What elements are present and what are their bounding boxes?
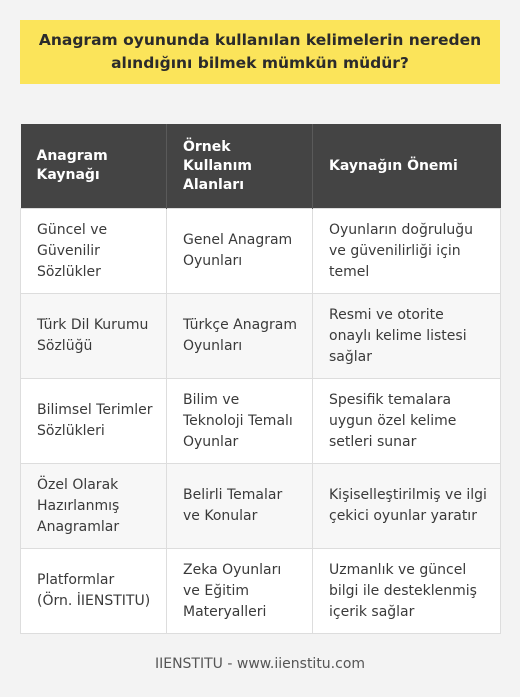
cell-importance: Uzmanlık ve güncel bilgi ile desteklenmiş içerik sağlar [313,549,501,634]
cell-importance: Spesifik temalara uygun özel kelime setleri sunar [313,379,501,464]
title-banner [20,20,500,84]
cell-importance: Resmi ve otorite onaylı kelime listesi sağlar [313,294,501,379]
cell-source: Güncel ve Güvenilir Sözlükler [21,209,167,294]
table-row [21,294,501,379]
cell-source: Bilimsel Terimler Sözlükleri [21,379,167,464]
cell-source: Platformlar (Örn. İIENSTITU) [21,549,167,634]
cell-importance: Kişiselleştirilmiş ve ilgi çekici oyunlar yaratır [313,464,501,549]
table-row [21,549,501,634]
source-table [20,124,501,634]
cell-usage: Bilim ve Teknoloji Temalı Oyunlar [167,379,313,464]
table-row [21,209,501,294]
table-row [21,379,501,464]
page-title: Anagram oyununda kullanılan kelimelerin nereden alındığını bilmek mümkün müdür? [38,31,482,72]
cell-source: Özel Olarak Hazırlanmış Anagramlar [21,464,167,549]
cell-usage: Türkçe Anagram Oyunları [167,294,313,379]
cell-usage: Zeka Oyunları ve Eğitim Materyalleri [167,549,313,634]
header-source: Anagram Kaynağı [21,124,167,209]
cell-usage: Genel Anagram Oyunları [167,209,313,294]
header-importance: Kaynağın Önemi [313,124,501,209]
cell-importance: Oyunların doğruluğu ve güvenilirliği için temel [313,209,501,294]
table-row [21,464,501,549]
cell-usage: Belirli Temalar ve Konular [167,464,313,549]
footer-credit: IIENSTITU - www.iienstitu.com [154,656,366,672]
header-usage: Örnek Kullanım Alanları [167,124,313,209]
cell-source: Türk Dil Kurumu Sözlüğü [21,294,167,379]
table-header-row [21,124,501,209]
